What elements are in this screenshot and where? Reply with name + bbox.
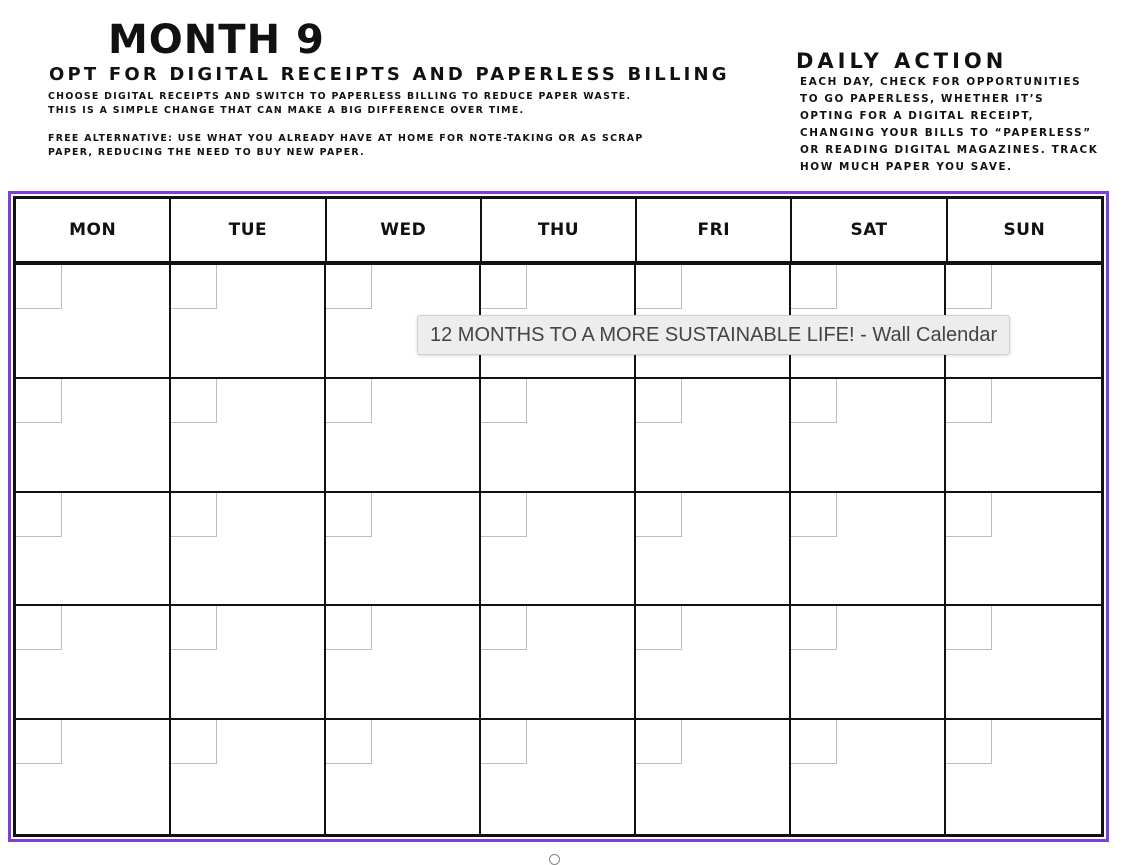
day-cell[interactable] [481, 606, 636, 720]
page-indicator-dot[interactable] [549, 854, 560, 865]
challenge-title: OPT FOR DIGITAL RECEIPTS AND PAPERLESS BILLING [49, 64, 730, 85]
date-number-box [171, 265, 217, 309]
date-number-box [636, 493, 682, 537]
weekday-header-row [16, 199, 1101, 265]
date-number-box [791, 606, 837, 650]
weekday-fri: FRI [637, 199, 792, 261]
date-number-box [791, 720, 837, 764]
date-number-box [946, 720, 992, 764]
weekday-tue: TUE [171, 199, 326, 261]
day-cell[interactable] [326, 720, 481, 834]
date-number-box [171, 493, 217, 537]
date-number-box [636, 720, 682, 764]
day-cell[interactable] [16, 493, 171, 607]
date-number-box [946, 493, 992, 537]
date-number-box [16, 379, 62, 423]
day-cell[interactable] [16, 265, 171, 379]
day-cell[interactable] [636, 606, 791, 720]
date-number-box [481, 720, 527, 764]
calendar-frame [8, 191, 1109, 842]
day-cell[interactable] [16, 606, 171, 720]
date-number-box [481, 379, 527, 423]
day-cell[interactable] [171, 379, 326, 493]
date-number-box [326, 265, 372, 309]
date-number-box [326, 720, 372, 764]
title-tooltip: 12 MONTHS TO A MORE SUSTAINABLE LIFE! - Wall Calendar [417, 315, 1010, 355]
day-cell[interactable] [326, 379, 481, 493]
weekday-wed: WED [327, 199, 482, 261]
date-number-box [636, 265, 682, 309]
date-number-box [791, 379, 837, 423]
day-cell[interactable] [326, 493, 481, 607]
date-number-box [171, 606, 217, 650]
date-number-box [791, 265, 837, 309]
calendar-grid [13, 196, 1104, 837]
free-alternative-text: FREE ALTERNATIVE: USE WHAT YOU ALREADY HAVE AT HOME FOR NOTE-TAKING OR AS SCRAP PAPER, REDUCING THE NEED TO BUY NEW PAPER. [48, 133, 644, 158]
date-number-box [946, 265, 992, 309]
date-number-box [481, 265, 527, 309]
date-number-box [171, 720, 217, 764]
day-cell[interactable] [171, 493, 326, 607]
date-number-box [946, 379, 992, 423]
day-cell[interactable] [16, 720, 171, 834]
day-cell[interactable] [636, 720, 791, 834]
day-cell[interactable] [791, 606, 946, 720]
date-number-box [481, 606, 527, 650]
challenge-description: CHOOSE DIGITAL RECEIPTS AND SWITCH TO PAPERLESS BILLING TO REDUCE PAPER WASTE. THIS IS A SIMPLE CHANGE THAT CAN MAKE A BIG DIFFERENCE OVER TIME. [48, 91, 632, 116]
date-number-box [16, 265, 62, 309]
month-title: MONTH 9 [108, 17, 325, 63]
date-number-box [16, 720, 62, 764]
date-number-box [636, 606, 682, 650]
daily-action-text: EACH DAY, CHECK FOR OPPORTUNITIES TO GO PAPERLESS, WHETHER IT’S OPTING FOR A DIGITAL RECEIPT, CHANGING YOUR BILLS TO “PAPERLESS” OR READING DIGITAL MAGAZINES. TRACK HOW MUCH PAPER YOU SAVE. [800, 76, 1099, 173]
day-cell[interactable] [481, 720, 636, 834]
day-cell[interactable] [636, 493, 791, 607]
day-cell[interactable] [16, 379, 171, 493]
weekday-sun: SUN [1003, 220, 1046, 240]
daily-action-heading: DAILY ACTION [796, 49, 1008, 73]
day-cell[interactable] [791, 379, 946, 493]
date-number-box [946, 606, 992, 650]
date-number-box [171, 379, 217, 423]
weekday-sat: SAT [792, 199, 947, 261]
date-number-box [16, 493, 62, 537]
date-number-box [481, 493, 527, 537]
day-cell[interactable] [946, 606, 1101, 720]
day-cell[interactable] [171, 720, 326, 834]
date-number-box [16, 606, 62, 650]
day-cell[interactable] [481, 493, 636, 607]
date-number-box [326, 493, 372, 537]
day-cell[interactable] [481, 379, 636, 493]
day-cell[interactable] [791, 720, 946, 834]
day-cell[interactable] [171, 265, 326, 379]
weekday-thu: THU [482, 199, 637, 261]
day-cell[interactable] [326, 606, 481, 720]
day-cell[interactable] [636, 379, 791, 493]
weekday-mon: MON [16, 199, 171, 261]
day-cell[interactable] [171, 606, 326, 720]
date-number-box [326, 379, 372, 423]
date-number-box [326, 606, 372, 650]
day-cell[interactable] [946, 720, 1101, 834]
day-cell[interactable] [791, 493, 946, 607]
date-number-box [636, 379, 682, 423]
day-cell[interactable] [946, 493, 1101, 607]
date-number-box [791, 493, 837, 537]
day-cell[interactable] [946, 379, 1101, 493]
